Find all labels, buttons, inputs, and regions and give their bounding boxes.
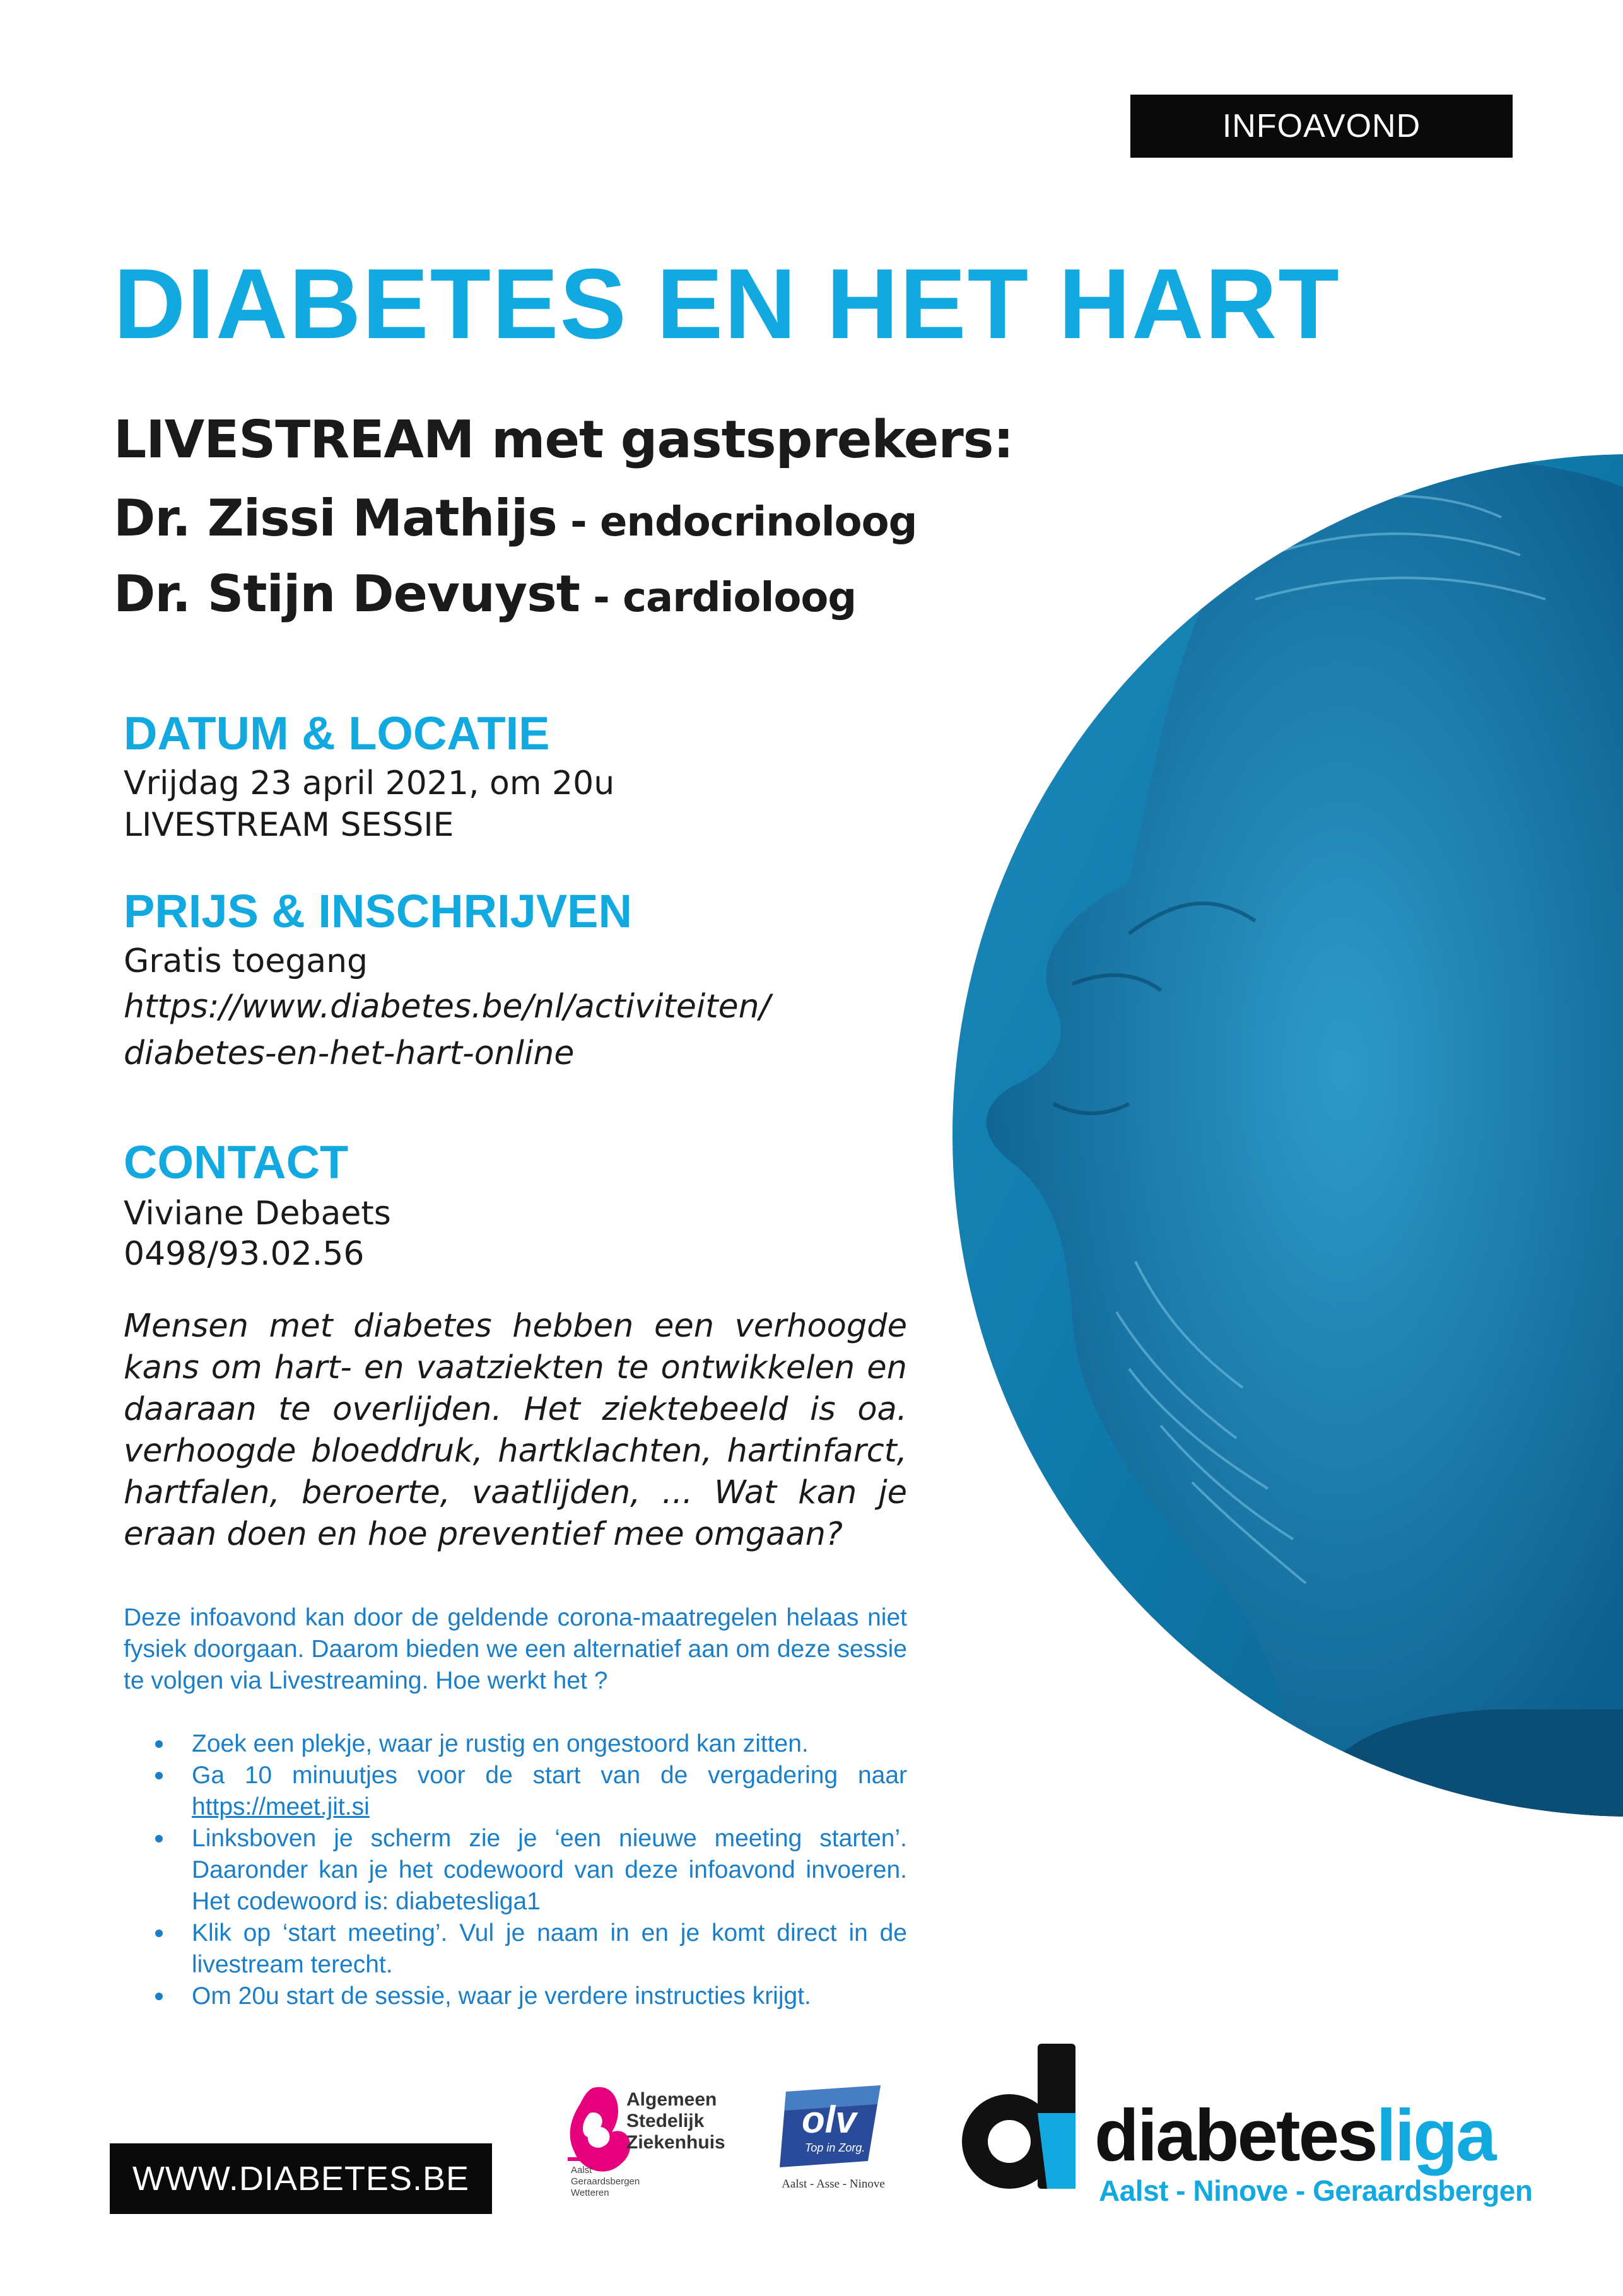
speaker-2-name: Dr. Stijn Devuyst — [114, 565, 580, 623]
event-location: LIVESTREAM SESSIE — [124, 806, 454, 844]
event-date: Vrijdag 23 april 2021, om 20u — [124, 764, 615, 802]
date-location-heading: DATUM & LOCATIE — [124, 707, 550, 759]
step-1-text: Zoek een plekje, waar je rustig en ongestoord kan zitten. — [192, 1730, 809, 1757]
registration-url-line2[interactable]: diabetes-en-het-hart-online — [124, 1034, 575, 1072]
page-title: DIABETES EN HET HART — [114, 249, 1340, 360]
website-badge[interactable]: WWW.DIABETES.BE — [110, 2143, 492, 2214]
livestream-notice: Deze infoavond kan door de geldende corona-maatregelen helaas niet fysiek doorgaan. Daarom bieden we een alternatief aan om deze sessie te volgen via Livestreaming. Hoe werkt het ? — [124, 1604, 907, 1694]
step-5-text: Om 20u start de sessie, waar je verdere instructies krijgt. — [192, 1983, 811, 2010]
olv-locations: Aalst - Asse - Ninove — [782, 2177, 885, 2191]
price-text: Gratis toegang — [124, 942, 368, 980]
intro-paragraph: Mensen met diabetes hebben een verhoogde kans om hart- en vaatziekten te ontwikkelen en daaraan te overlijden. Het ziektebeeld is oa. verhoogde bloeddruk, hartklachten, hartinfarct, hartfalen, beroerte, vaatlijden, ... Wat kan je eraan doen en hoe preventief mee omgaan? — [124, 1308, 907, 1553]
olv-tagline: Top in Zorg. — [805, 2141, 865, 2154]
speakers-heading: LIVESTREAM met gastsprekers: — [114, 410, 1014, 470]
speaker-2-role: - cardioloog — [579, 575, 857, 621]
price-heading: PRIJS & INSCHRIJVEN — [124, 885, 632, 937]
contact-phone: 0498/93.02.56 — [124, 1235, 365, 1273]
man-profile-circle-image — [864, 328, 1623, 1943]
asz-locations: Aalst Geraardsbergen Wetteren — [571, 2165, 640, 2198]
list-item — [155, 1918, 907, 1981]
infoavond-badge: INFOAVOND — [1130, 95, 1513, 158]
list-item — [155, 1760, 907, 1823]
diabetesliga-wordmark — [1094, 2093, 1494, 2177]
speaker-1 — [114, 489, 917, 548]
diabetesliga-word-b: liga — [1376, 2094, 1495, 2176]
diabetesliga-regions: Aalst - Ninove - Geraardsbergen — [1099, 2174, 1533, 2207]
olv-logo-icon — [767, 2079, 899, 2174]
contact-heading: CONTACT — [124, 1136, 349, 1188]
meet-link[interactable]: https://meet.jit.si — [192, 1793, 370, 1820]
contact-name: Viviane Debaets — [124, 1195, 391, 1233]
speaker-1-role: - endocrinoloog — [556, 499, 917, 546]
olv-logo-text: olv — [802, 2099, 857, 2141]
asz-name: Algemeen Stedelijk Ziekenhuis — [626, 2089, 725, 2153]
list-item — [155, 1728, 907, 1760]
list-item — [155, 1981, 907, 2012]
speaker-1-name: Dr. Zissi Mathijs — [114, 489, 557, 548]
step-3-text: Linksboven je scherm zie je ‘een nieuwe meeting starten’. Daaronder kan je het codewoord van deze infoavond invoeren. Het codewoord is: diabetesliga1 — [192, 1825, 907, 1915]
speaker-2 — [114, 565, 856, 623]
instructions-list — [155, 1728, 907, 2012]
step-4-text: Klik op ‘start meeting’. Vul je naam in en je komt direct in de livestream terecht. — [192, 1919, 907, 1978]
diabetesliga-word-a: diabetes — [1094, 2094, 1376, 2176]
step-2-text: Ga 10 minuutjes voor de start van de vergadering naar — [192, 1762, 907, 1789]
registration-url-line1[interactable]: https://www.diabetes.be/nl/activiteiten/ — [124, 988, 771, 1026]
diabetesliga-d-icon — [959, 2037, 1085, 2195]
list-item — [155, 1823, 907, 1918]
